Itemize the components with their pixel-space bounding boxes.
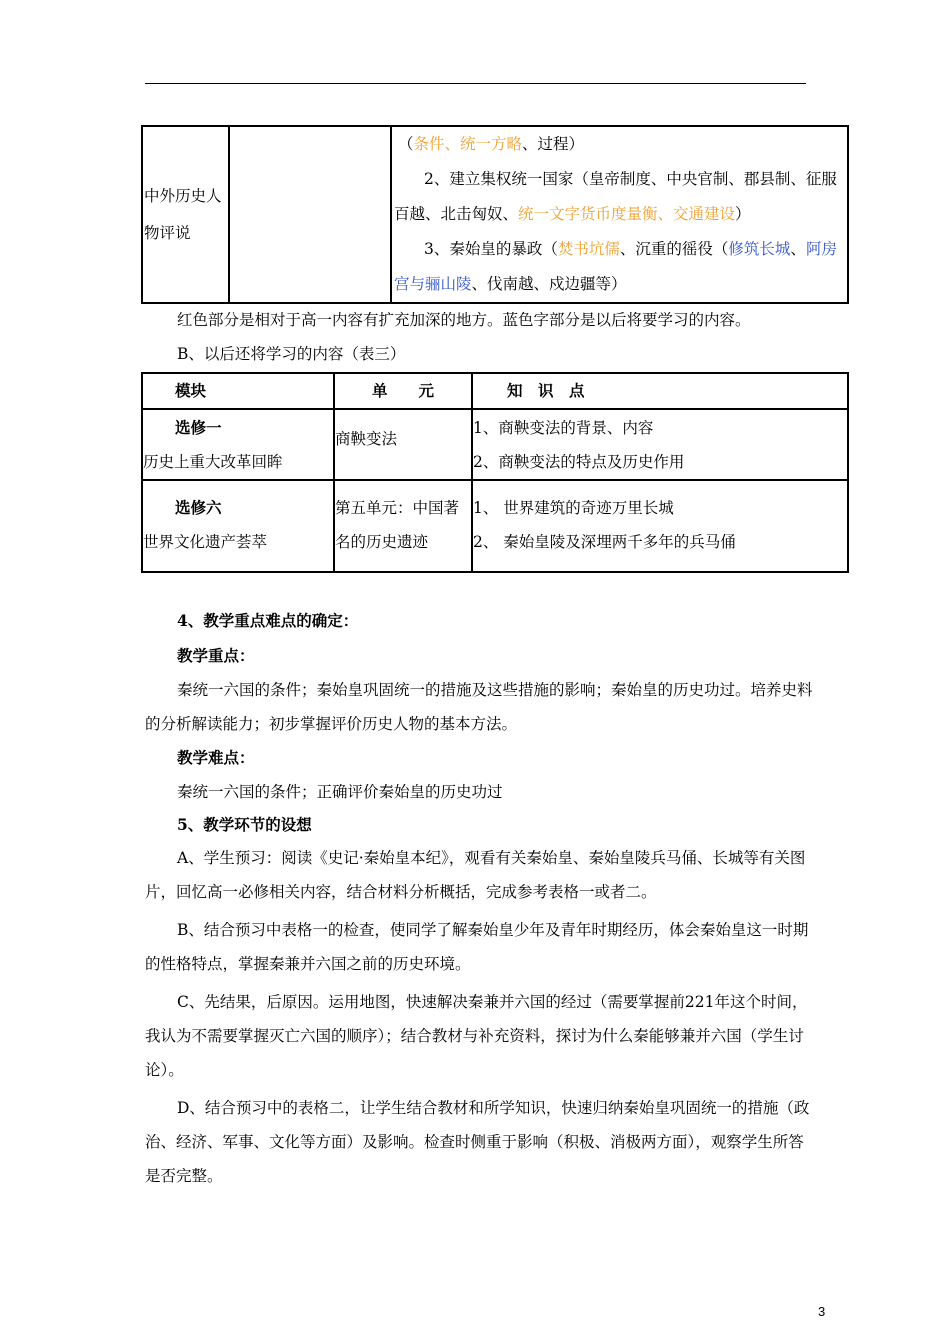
module-title: 选修六 [175,498,222,517]
module-subtitle: 历史上重大改革回眸 [143,453,283,471]
table-row [142,480,848,572]
color-note: 红色部分是相对于高一内容有扩充加深的地方。蓝色字部分是以后将要学习的内容。 [177,311,751,329]
difficulty-text: 秦统一六国的条件；正确评价秦始皇的历史功过 [177,783,503,801]
header-rule [145,83,806,84]
difficulty-title: 教学难点： [177,748,255,767]
step-a: A、学生预习：阅读《史记·秦始皇本纪》，观看有关秦始皇、秦始皇陵兵马俑、长城等有关图片，回忆高一必修相关内容，结合材料分析概括，完成参考表格一或者二。 [145,849,806,901]
section4-title: 4、教学重点难点的确定： [177,611,359,630]
module-title: 选修一 [175,418,222,437]
point-item: 1、商鞅变法的背景、内容 [473,419,654,437]
point-item: 1、 世界建筑的奇迹万里长城 [473,499,674,517]
key-points-text: 秦统一六国的条件；秦始皇巩固统一的措施及这些措施的影响；秦始皇的历史功过。培养史料的分析解读能力；初步掌握评价历史人物的基本方法。 [145,681,813,733]
step-b: B、结合预习中表格一的检查，使同学了解秦始皇少年及青年时期经历，体会秦始皇这一时期的性格特点，掌握秦兼并六国之前的历史环境。 [145,921,809,973]
page-number: 3 [818,1304,826,1319]
table1-empty-cell [229,126,391,303]
table-row [142,409,848,480]
section5-title: 5、教学环节的设想 [177,815,312,834]
table-future-content [141,372,849,573]
module-subtitle: 世界文化遗产荟萃 [143,533,268,551]
header-points: 知 识 点 [472,373,848,409]
key-points-title: 教学重点： [177,646,255,665]
unit-cell: 商鞅变法 [334,409,472,480]
table1-left-label: 中外历史人物评说 [142,126,229,303]
point-item: 2、 秦始皇陵及深埋两千多年的兵马俑 [473,533,736,551]
header-unit: 单 元 [334,373,472,409]
step-c: C、先结果，后原因。运用地图，快速解决秦兼并六国的经过（需要掌握前221年这个时间，我认为不需要掌握灭亡六国的顺序）；结合教材与补充资料，探讨为什么秦能够兼并六国（学生讨论）。 [145,993,808,1079]
step-d: D、结合预习中的表格二，让学生结合教材和所学知识，快速归纳秦始皇巩固统一的措施（政治、经济、军事、文化等方面）及影响。检查时侧重于影响（积极、消极两方面），观察学生所答是否完整。 [145,1099,810,1185]
table3-caption: B、以后还将学习的内容（表三） [177,345,406,363]
point-item: 2、商鞅变法的特点及历史作用 [473,453,685,471]
table1-content: （条件、统一方略、过程） 2、建立集权统一国家（皇帝制度、中央官制、郡县制、征服百越、北击匈奴、统一文字货币度量衡、交通建设） 3、秦始皇的暴政（焚书坑儒、沉重的徭役（修筑长城、阿房宫与骊山陵、伐南越、戍边疆等） [391,126,848,303]
table-continued [141,125,849,304]
unit-cell: 第五单元：中国著名的历史遗迹 [334,480,472,572]
header-module: 模块 [142,373,334,409]
